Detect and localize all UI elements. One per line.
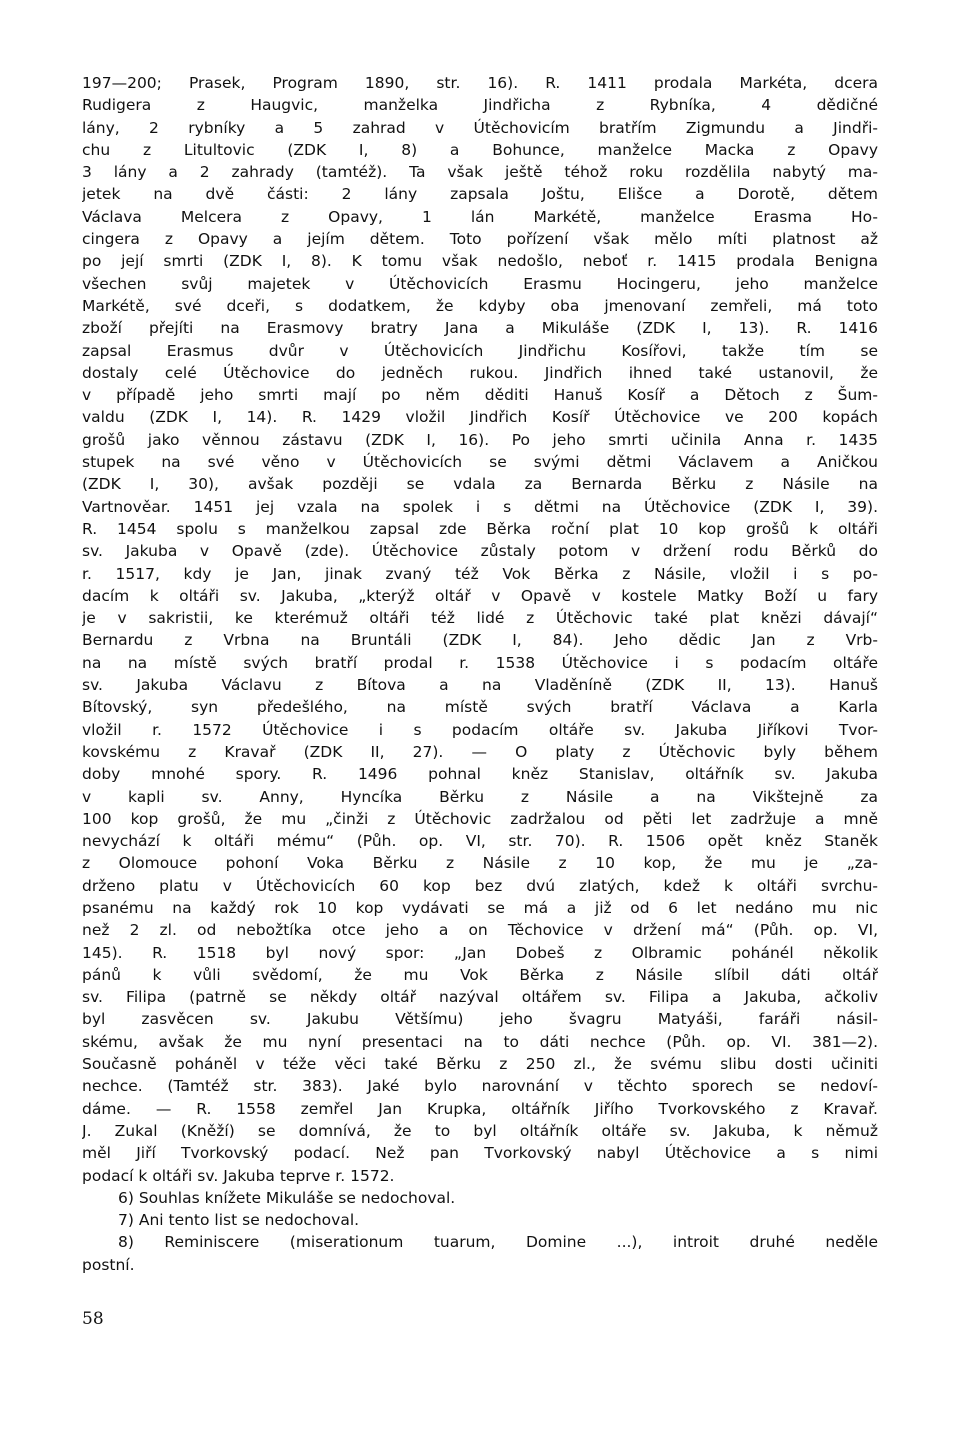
text-line: skému, avšak že mu nyní presentaci na to dáti nechce (Půh. op. VI. 381—2). [82, 1032, 878, 1051]
page-number: 58 [82, 1309, 104, 1329]
text-line: sv. Jakuba Václavu z Bítova a na Vladěníně (ZDK II, 13). Hanuš [82, 676, 878, 695]
text-line: cingera z Opavy a jejím dětem. Toto pořízení však mělo míti platnost až [82, 230, 878, 249]
text-line: grošů jako věnnou zástavu (ZDK I, 16). Po jeho smrti učinila Anna r. 1435 [82, 430, 878, 449]
text-line: zapsal Erasmus dvůr v Útěchovicích Jindřichu Kosířovi, takže tím se [82, 341, 878, 360]
text-line: stupek na své věno v Útěchovicích se svými dětmi Václavem a Aničkou [82, 453, 878, 472]
text-line: nevychází k oltáři mému“ (Půh. op. VI, str. 70). R. 1506 opět kněz Staněk [82, 832, 878, 851]
text-line: drženo platu v Útěchovicích 60 kop bez dvú zlatých, kdež k oltáři svrchu- [82, 876, 878, 895]
footnote-7: 7) Ani tento list se nedochoval. [118, 1211, 360, 1230]
text-line: nechce. (Tamtéž str. 383). Jaké bylo narovnání v těchto sporech se nedoví- [82, 1077, 878, 1096]
footnote-8: 8) Reminiscere (miserationum tuarum, Domine ...), introit druhé neděle [118, 1233, 878, 1252]
text-line: z Olomouce pohoní Voka Běrku z Násile z 10 kop, že mu je „za- [82, 854, 878, 873]
text-line: jetek na dvě části: 2 lány zapsala Joštu, Elišce a Dorotě, dětem [82, 185, 878, 204]
text-line: Václava Melcera z Opavy, 1 lán Markétě, manželce Erasma Ho- [82, 207, 878, 226]
footnote-8-continuation: postní. [82, 1255, 135, 1274]
footnote-6: 6) Souhlas knížete Mikuláše se nedochoval. [118, 1188, 456, 1207]
text-line: Markétě, své dceři, s dodatkem, že kdyby oba jmenovaní zemřeli, má toto [82, 296, 878, 315]
text-line: sv. Jakuba v Opavě (zde). Útěchovice zůstaly potom v držení rodu Běrků do [82, 542, 878, 561]
text-line: než 2 zl. od nebožtíka otce jeho a on Těchovice v držení má“ (Půh. op. VI, [82, 921, 878, 940]
text-line: (ZDK I, 30), avšak později se vdala za Bernarda Běrku z Násile na [82, 475, 878, 494]
text-line: vložil r. 1572 Útěchovice i s podacím oltáře sv. Jakuba Jiříkovi Tvor- [82, 720, 878, 739]
text-line: R. 1454 spolu s manželkou zapsal zde Běrka roční plat 10 kop grošů k oltáři [82, 519, 878, 538]
text-line: Bernardu z Vrbna na Bruntáli (ZDK I, 84). Jeho dědic Jan z Vrb- [82, 631, 878, 650]
text-line: dacím k oltáři sv. Jakuba, „kterýž oltář v Opavě v kostele Matky Boží u fary [82, 586, 878, 605]
text-line: r. 1517, kdy je Jan, jinak zvaný též Vok Běrka z Násile, vložil i s po- [82, 564, 878, 583]
text-line: Současně poháněl v téže věci také Běrku z 250 zl., že svému slibu dosti učiniti [82, 1055, 878, 1074]
text-line: na na místě svých bratří prodal r. 1538 Útěchovice i s podacím oltáře [82, 653, 878, 672]
text-line: valdu (ZDK I, 14). R. 1429 vložil Jindřich Kosíř Útěchovice ve 200 kopách [82, 408, 878, 427]
page-body [82, 72, 878, 1276]
text-line: v případě jeho smrti mají po něm děditi Hanuš Kosíř a Dětoch z Šum- [82, 386, 878, 405]
text-line: 100 kop grošů, že mu „činži z Útěchovic zadržalou od pěti let zadržuje a mně [82, 809, 878, 828]
text-line: měl Jiří Tvorkovský podací. Než pan Tvorkovský nabyl Útěchovice a s nimi [82, 1144, 878, 1163]
text-line: všechen svůj majetek v Útěchovicích Erasmu Hocingeru, jeho manželce [82, 274, 878, 293]
text-line: 145). R. 1518 byl nový spor: „Jan Dobeš z Olbramic pohánél několik [82, 943, 878, 962]
text-line: je v sakristii, ke kterémuž oltáři též lidé z Útěchovic také plat knězi dávají“ [82, 609, 878, 628]
text-line: psanému na každý rok 10 kop vydávati se má a již od 6 let nedáno mu nic [82, 898, 878, 917]
text-line: byl zasvěcen sv. Jakubu Většímu) jeho švagru Matyáši, faráři násil- [82, 1010, 878, 1029]
text-line: pánů k vůli svědomí, že mu Vok Běrka z Násile slíbil dáti oltář [82, 965, 878, 984]
text-line: zboží přejíti na Erasmovy bratry Jana a Mikuláše (ZDK I, 13). R. 1416 [82, 319, 878, 338]
main-text [82, 72, 878, 1187]
text-line: lány, 2 rybníky a 5 zahrad v Útěchovicím bratřím Zigmundu a Jindři- [82, 118, 878, 137]
text-line: 197—200; Prasek, Program 1890, str. 16). R. 1411 prodala Markéta, dcera [82, 74, 878, 92]
text-line: J. Zukal (Kněží) se domnívá, že to byl oltářník oltáře sv. Jakuba, k němuž [82, 1121, 878, 1140]
footnotes [82, 1187, 878, 1276]
text-line: dáme. — R. 1558 zemřel Jan Krupka, oltářník Jiřího Tvorkovského z Kravař. [82, 1099, 878, 1118]
text-line: po její smrti (ZDK I, 8). K tomu však nedošlo, neboť r. 1415 prodala Benigna [82, 252, 878, 271]
text-line: Bítovský, syn předešlého, na místě svých bratří Václava a Karla [82, 698, 878, 717]
text-line: dostaly celé Útěchovice do jedněch rukou. Jindřich ihned také ustanovil, že [82, 363, 878, 382]
text-line: chu z Litultovic (ZDK I, 8) a Bohunce, manželce Macka z Opavy [82, 140, 878, 159]
text-line: doby mnohé spory. R. 1496 pohnal kněz Stanislav, oltářník sv. Jakuba [82, 765, 878, 784]
text-line: v kapli sv. Anny, Hyncíka Běrku z Násile a na Vikštejně za [82, 787, 878, 806]
text-line: podací k oltáři sv. Jakuba teprve r. 1572. [82, 1166, 395, 1185]
text-line: Vartnověar. 1451 jej vzala na spolek i s dětmi na Útěchovice (ZDK I, 39). [82, 497, 878, 516]
text-line: 3 lány a 2 zahrady (tamtéž). Ta však ještě téhož roku rozdělila nabytý ma- [82, 163, 878, 182]
text-line: Rudigera z Haugvic, manželka Jindřicha z Rybníka, 4 dědičné [82, 96, 878, 115]
text-line: kovskému z Kravař (ZDK II, 27). — O platy z Útěchovic byly během [82, 742, 878, 761]
text-line: sv. Filipa (patrně se někdy oltář nazýval oltářem sv. Filipa a Jakuba, ačkoliv [82, 988, 878, 1007]
